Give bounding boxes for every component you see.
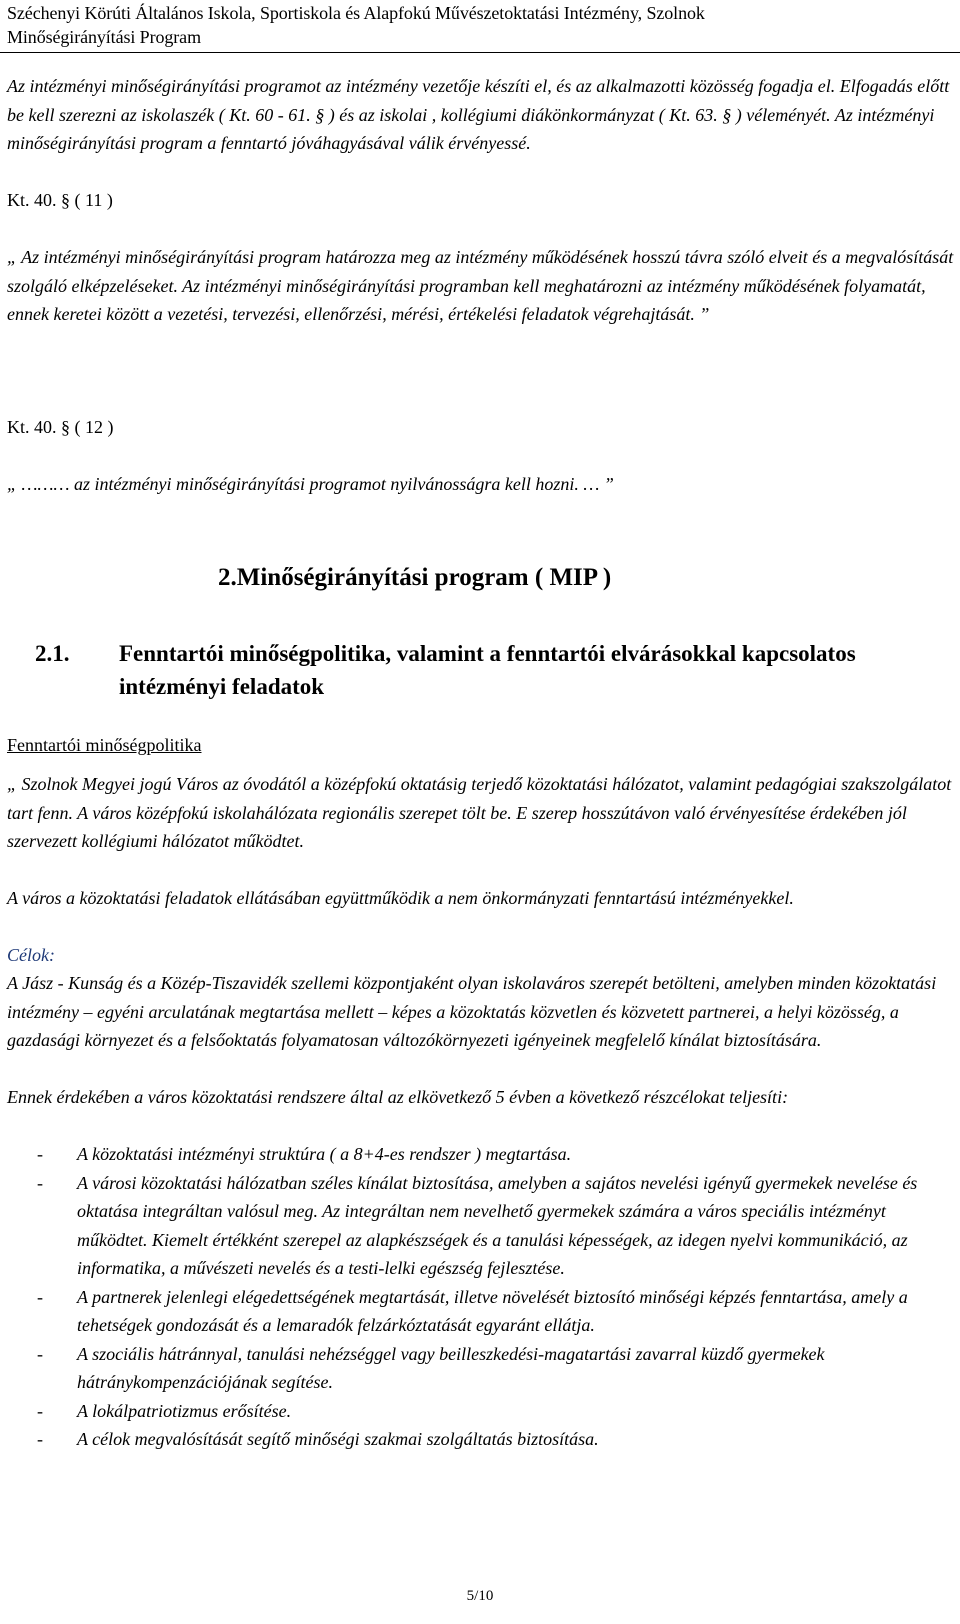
subsection-number: 2.1.	[35, 641, 70, 666]
goals-label: Célok:	[7, 945, 55, 965]
list-item: - A célok megvalósítását segítő minőségi szakmai szolgáltatás biztosítása.	[7, 1425, 955, 1454]
policy-paragraph-2: A város a közoktatási feladatok ellátásában együttműködik a nem önkormányzati fenntartású intézményekkel.	[7, 888, 794, 908]
law-quote-2: „ ……… az intézményi minőségirányítási programot nyilvánosságra kell hozni. … ”	[7, 474, 614, 494]
law-quote-1: „ Az intézményi minőségirányítási program határozza meg az intézmény működésének hosszú távra szóló elveit és a megvalósítását szolgáló elképzeléseket. Az intézményi minőségirányítási programban kell meghatározni az intézmény működésének folyamatát, ennek keretei között a vezetési, tervezési, ellenőrzési, mérési, értékelési feladatok végrehajtását. ”	[7, 247, 954, 324]
policy-heading: Fenntartói minőségpolitika	[7, 735, 202, 755]
list-item: - A közoktatási intézményi struktúra ( a 8+4-es rendszer ) megtartása.	[7, 1140, 955, 1169]
section-title: 2.Minőségirányítási program ( MIP )	[218, 564, 612, 591]
policy-paragraph-4: Ennek érdekében a város közoktatási rendszere által az elkövetkező 5 évben a következő részcélokat teljesíti:	[7, 1087, 789, 1107]
list-item: - A szociális hátránnyal, tanulási nehézséggel vagy beilleszkedési-magatartási zavarral küzdő gyermekek hátránykompenzációjának segítése.	[7, 1340, 955, 1397]
bullet-dash: -	[37, 1343, 43, 1364]
bullet-dash: -	[37, 1144, 43, 1164]
list-item: - A partnerek jelenlegi elégedettségének megtartását, illetve növelését biztosító minőségi képzés fenntartása, amely a tehetségek gondozását és a lemaradók felzárkóztatását egyaránt ellátja.	[7, 1283, 955, 1340]
bullet-dash: -	[37, 1400, 43, 1421]
policy-paragraph-1: „ Szolnok Megyei jogú Város az óvodától a középfokú oktatásig terjedő közoktatási hálózatot, valamint pedagógiai szakszolgálatot tart fenn. A város középfokú iskolahálózata regionális szerepet tölt be. E szerep hosszútávon való érvényesítése érdekében jól szervezett kollégiumi hálózatot működtet.	[7, 774, 952, 851]
policy-paragraph-3: A Jász - Kunság és a Közép-Tiszavidék szellemi központjaként olyan iskolaváros szerepét betölteni, amelyben minden közoktatási intézmény – egyéni arculatának megtartása mellett – képes a közoktatás közvetlen és közvetett partnerei, a helyi közösség, a gazdasági környezet és a felsőoktatás folyamatosan változókörnyezeti igényeinek megfelelő kínálat biztosítására.	[7, 973, 937, 1050]
goals-list	[7, 1140, 955, 1454]
page-number: 5/10	[466, 1588, 494, 1604]
bullet-dash: -	[37, 1172, 43, 1193]
header-divider	[0, 52, 960, 53]
intro-paragraph: Az intézményi minőségirányítási programot az intézmény vezetője készíti el, és az alkalmazotti közösség fogadja el. Elfogadás előtt be kell szerezni az iskolaszék ( Kt. 60 - 61. § ) és az iskolai , kollégiumi diákönkormányzat ( Kt. 63. § ) véleményét. Az intézményi minőségirányítási program a fenntartó jóváhagyásával válik érvényessé.	[7, 76, 950, 153]
header-document-title: Minőségirányítási Program	[7, 27, 201, 47]
bullet-dash: -	[37, 1286, 43, 1307]
list-item: - A lokálpatriotizmus erősítése.	[7, 1397, 955, 1426]
law-reference-2: Kt. 40. § ( 12 )	[7, 417, 114, 437]
law-reference-1: Kt. 40. § ( 11 )	[7, 190, 113, 210]
bullet-dash: -	[37, 1429, 43, 1449]
subsection-title: Fenntartói minőségpolitika, valamint a fenntartói elvárásokkal kapcsolatos intézményi feladatok	[119, 641, 856, 699]
header-institution: Széchenyi Körúti Általános Iskola, Sportiskola és Alapfokú Művészetoktatási Intézmény, Szolnok	[7, 3, 705, 23]
list-item: - A városi közoktatási hálózatban széles kínálat biztosítása, amelyben a sajátos nevelési igényű gyermekek nevelése és oktatása integráltan valósul meg. Az integráltan nem nevelhető gyermekek számára a város speciális intézményt működtet. Kiemelt értékként szerepel az alapkészségek és a tanulási képességek, az idegen nyelvi kommunikáció, az informatika, a művészeti nevelés és a testi-lelki egészség fejlesztése.	[7, 1169, 955, 1283]
